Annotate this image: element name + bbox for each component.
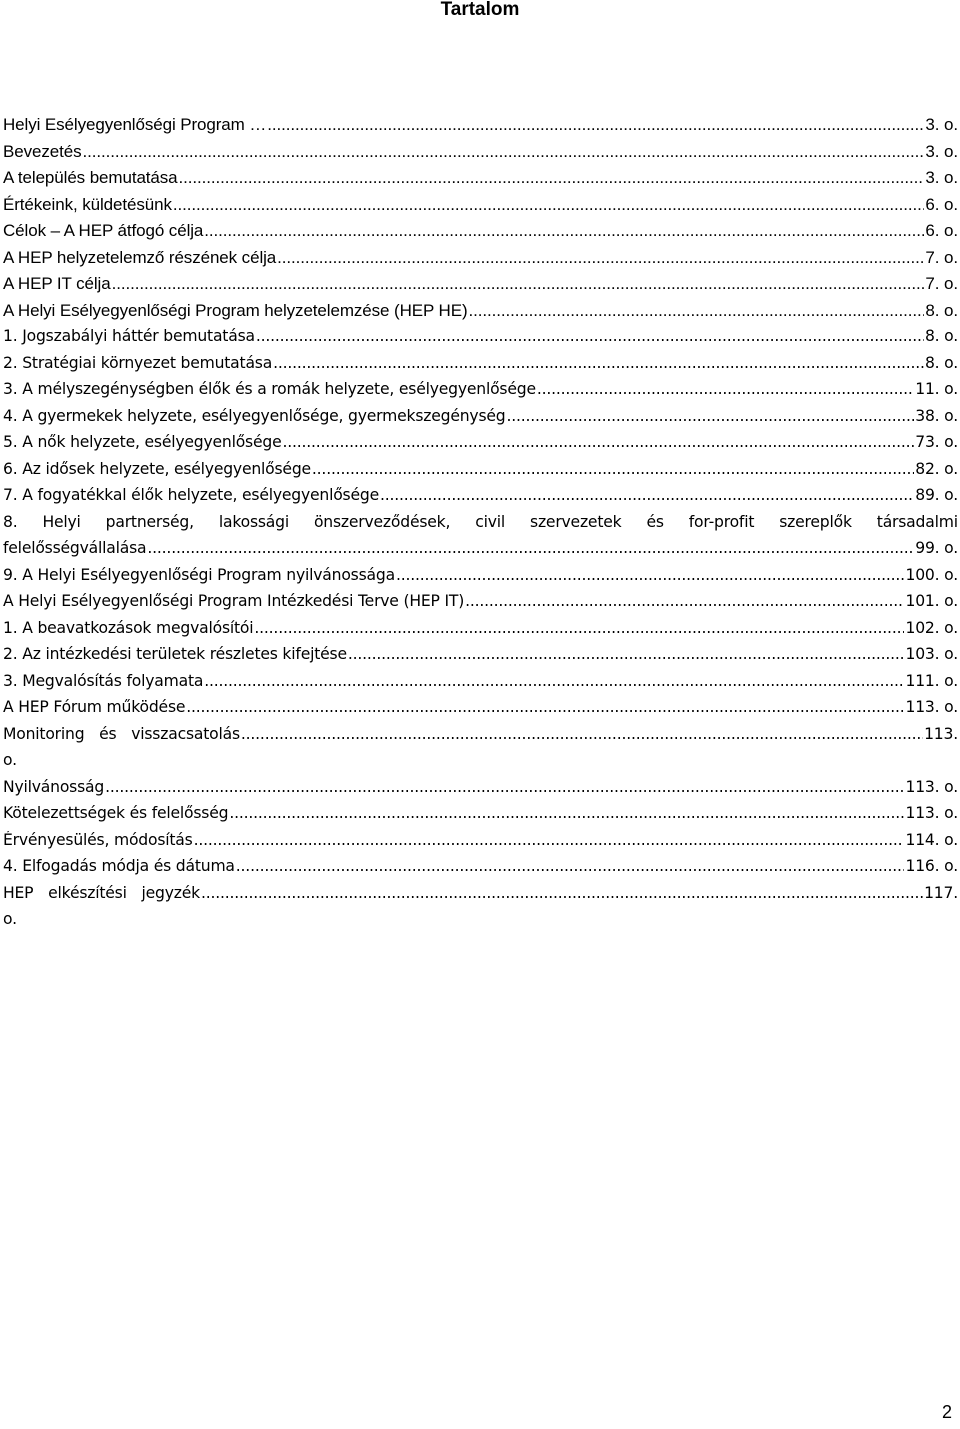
toc-leader-dots (241, 725, 923, 743)
toc-entry-title: 4. Elfogadás módja és dátuma (3, 857, 235, 875)
toc-entry-page: 11. o. (915, 380, 958, 398)
toc-entry-page: 117. (924, 883, 958, 902)
toc-entry-page: 114. o. (905, 830, 958, 849)
table-of-contents (3, 115, 958, 937)
toc-entry-page: 103. o. (905, 645, 958, 663)
toc-word: lakossági (218, 512, 289, 531)
toc-entry-page: 116. o. (905, 857, 958, 875)
toc-word: civil (475, 512, 506, 531)
page-title: Tartalom (440, 0, 520, 20)
toc-leader-dots (186, 698, 904, 716)
toc-entry-page: 102. o. (905, 618, 958, 637)
toc-word: önszerveződések, (313, 512, 451, 531)
toc-leader-dots (537, 380, 914, 398)
toc-entry[interactable] (3, 221, 958, 248)
toc-entry-title: A HEP Fórum működése (3, 698, 186, 716)
toc-entry-page: 7. o. (925, 247, 958, 267)
toc-entry-title: Célok – A HEP átfogó célja (3, 221, 204, 240)
toc-entry-8-line2[interactable] (3, 539, 958, 566)
toc-entry-title: 1. Jogszabályi háttér bemutatása (3, 327, 255, 345)
toc-entry-title: Bevezetés (3, 141, 82, 161)
toc-entry[interactable] (3, 168, 958, 195)
toc-leader-dots (236, 857, 905, 875)
toc-entry-title: 2. Stratégiai környezet bemutatása (3, 353, 273, 372)
toc-leader-dots (179, 168, 925, 188)
toc-entry-title: Kötelezettségek és felelősség (3, 804, 229, 822)
toc-entry-title: Érvényesülés, módosítás (3, 830, 193, 849)
toc-leader-dots (469, 301, 925, 321)
toc-entry-title: A Helyi Esélyegyenlőségi Program Intézkedési Terve (HEP IT) (3, 592, 465, 610)
toc-leader-dots (105, 778, 904, 796)
toc-leader-dots (254, 619, 904, 637)
toc-entry-title: A Helyi Esélyegyenlőségi Program helyzetelemzése (HEP HE) (3, 300, 468, 320)
toc-leader-dots (312, 460, 914, 478)
toc-entry-title: Nyilvánosság (3, 777, 105, 796)
toc-entry[interactable] (3, 592, 958, 619)
toc-leader-dots (267, 115, 924, 135)
toc-entry-page: 3. o. (925, 141, 958, 161)
toc-entry-page: 6. o. (925, 221, 958, 240)
toc-entry[interactable] (3, 354, 958, 381)
toc-word: szervezetek (530, 512, 622, 531)
toc-entry[interactable] (3, 645, 958, 672)
toc-word: for-profit (688, 512, 755, 531)
toc-entry-title: 7. A fogyatékkal élők helyzete, esélyegyenlősége (3, 486, 379, 504)
toc-entry-page: 8. o. (924, 353, 958, 372)
toc-entry-title: A település bemutatása (3, 168, 178, 187)
toc-leader-dots (282, 433, 914, 451)
toc-entry-title: 3. Megvalósítás folyamata (3, 671, 204, 690)
page-number: 2 (941, 1402, 952, 1422)
toc-entry[interactable] (3, 274, 958, 301)
toc-entry-page: 3. o. (925, 115, 958, 134)
toc-entry-hep-elkeszitesi[interactable] (3, 884, 958, 911)
toc-entry-title: A HEP helyzetelemző részének célja (3, 247, 277, 267)
toc-entry-title: 3. A mélyszegénységben élők és a romák helyzete, esélyegyenlősége (3, 380, 536, 398)
toc-entry-hep-elkeszitesi-suffix: o. (3, 910, 17, 928)
toc-entry-title: 5. A nők helyzete, esélyegyenlősége (3, 433, 282, 451)
toc-entry[interactable] (3, 486, 958, 513)
toc-entry-title: HEP elkészítési jegyzék (3, 883, 200, 902)
toc-entry-title: 9. A Helyi Esélyegyenlőségi Program nyilvánossága (3, 565, 395, 584)
toc-entry-page: 101. o. (905, 592, 958, 610)
toc-entry-title: 6. Az idősek helyzete, esélyegyenlősége (3, 459, 311, 478)
toc-leader-dots (465, 592, 904, 610)
toc-entry[interactable] (3, 804, 958, 831)
toc-entry[interactable] (3, 407, 958, 434)
toc-entry-title: 4. A gyermekek helyzete, esélyegyenlősége, gyermekszegénység (3, 406, 506, 425)
toc-word: partnerség, (105, 512, 194, 531)
toc-leader-dots (173, 195, 925, 215)
toc-entry-monitoring[interactable] (3, 725, 958, 752)
toc-leader-dots (380, 486, 914, 504)
toc-entry-page: 99. o. (915, 539, 958, 557)
toc-entry[interactable] (3, 778, 958, 805)
toc-entry-page: 8. o. (924, 327, 958, 345)
toc-entry[interactable] (3, 195, 958, 222)
toc-entry-page: 113. o. (905, 804, 958, 822)
toc-entry[interactable] (3, 460, 958, 487)
toc-word: szereplők (779, 512, 852, 531)
toc-entry-monitoring-suffix: o. (3, 751, 17, 769)
toc-entry[interactable] (3, 380, 958, 407)
toc-entry-title: Értékeink, küldetésünk (3, 194, 172, 214)
toc-entry[interactable] (3, 327, 958, 354)
toc-entry-title: 1. A beavatkozások megvalósítói (3, 618, 254, 637)
toc-entry-page: 100. o. (905, 565, 958, 584)
toc-entry-page: 8. o. (925, 300, 958, 320)
toc-entry-page: 73. o. (915, 433, 958, 451)
toc-leader-dots (194, 831, 905, 849)
toc-leader-dots (82, 142, 924, 162)
toc-entry-page: 38. o. (915, 406, 958, 425)
toc-entry[interactable] (3, 831, 958, 858)
toc-word: és (646, 512, 664, 531)
toc-entry-title: Monitoring és visszacsatolás (3, 724, 240, 743)
toc-entry[interactable] (3, 248, 958, 275)
toc-leader-dots (256, 327, 924, 345)
toc-entry-page: 113. o. (905, 777, 958, 796)
toc-entry[interactable] (3, 857, 958, 884)
toc-entry-title: Helyi Esélyegyenlőségi Program … (3, 115, 267, 134)
toc-entry[interactable] (3, 672, 958, 699)
toc-entry[interactable] (3, 115, 958, 142)
toc-entry[interactable] (3, 433, 958, 460)
toc-word: 8. (3, 512, 18, 531)
toc-entry-page: 7. o. (925, 274, 958, 293)
toc-entry-page: 6. o. (925, 194, 958, 214)
toc-entry[interactable] (3, 301, 958, 328)
toc-leader-dots (506, 407, 914, 425)
toc-leader-dots (204, 221, 924, 241)
toc-leader-dots (201, 884, 923, 902)
toc-entry[interactable] (3, 142, 958, 169)
toc-leader-dots (348, 645, 905, 663)
toc-entry-page: 111. o. (905, 671, 958, 690)
toc-entry-page: 113. (924, 724, 958, 743)
toc-leader-dots (147, 539, 914, 557)
toc-leader-dots (396, 566, 905, 584)
toc-leader-dots (112, 274, 925, 294)
toc-leader-dots (229, 804, 904, 822)
toc-entry[interactable] (3, 566, 958, 593)
toc-leader-dots (273, 354, 924, 372)
toc-entry-page: 82. o. (915, 459, 958, 478)
toc-word: társadalmi (876, 512, 958, 531)
toc-entry[interactable] (3, 619, 958, 646)
toc-leader-dots (204, 672, 904, 690)
toc-entry-title: felelősségvállalása (3, 539, 147, 557)
toc-word: Helyi (42, 512, 81, 531)
toc-entry[interactable] (3, 698, 958, 725)
toc-entry-page: 89. o. (915, 486, 958, 504)
toc-entry-page: 3. o. (925, 168, 958, 187)
toc-entry-page: 113. o. (905, 698, 958, 716)
toc-entry-title: A HEP IT célja (3, 274, 111, 293)
toc-entry-8-line1[interactable] (3, 513, 958, 540)
toc-leader-dots (277, 248, 924, 268)
toc-entry-title: 2. Az intézkedési területek részletes kifejtése (3, 645, 347, 663)
